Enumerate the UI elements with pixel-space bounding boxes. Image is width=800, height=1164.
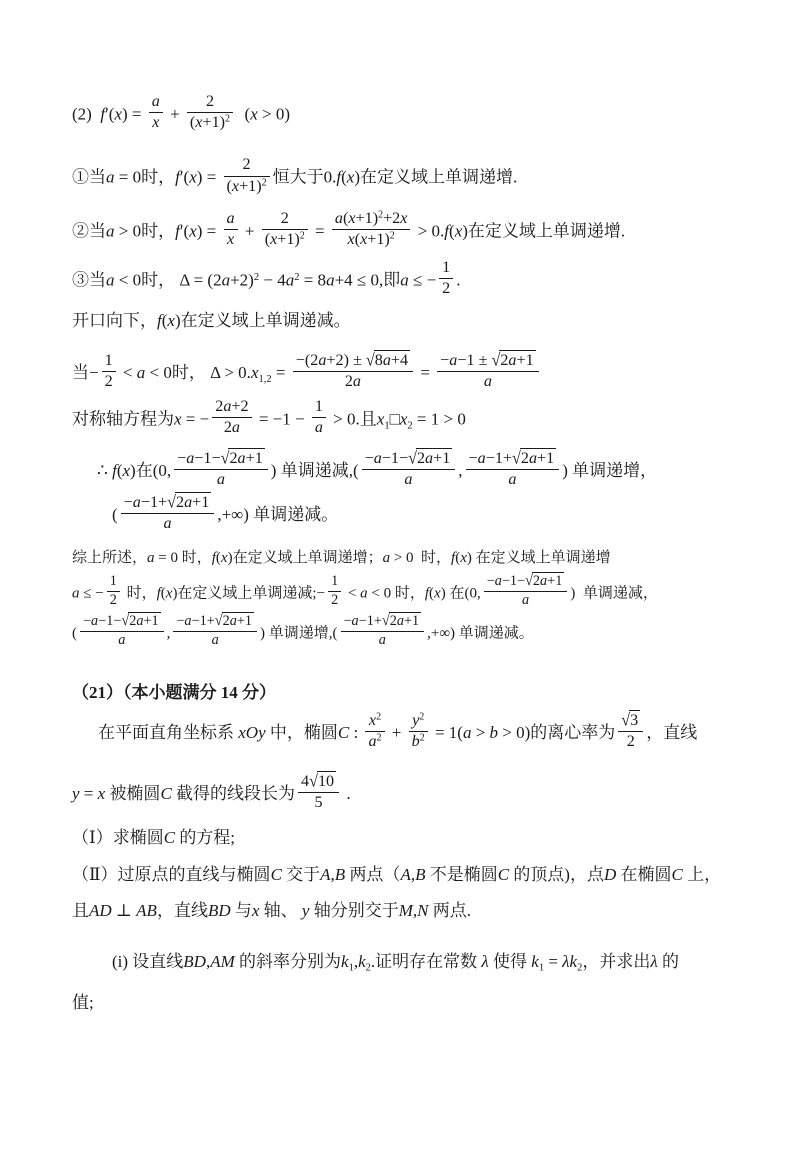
math-variable: a [184,494,193,512]
fraction: $\frac{-a-1-√2a+1}{a}$ [174,448,268,490]
monotonic-intervals-1: ∴ f(x)在(0, $\frac{-a-1-√2a+1}{a}$ ) 单调递减,( $\frac{-a-1-√2a+1}{a}$ , $\frac{-a-1+√2a+1}{a}$ ) 单调递增， [72,451,750,493]
superscript: 2 [261,177,267,189]
math-variable: C [163,828,176,848]
math-variable: a [132,494,141,512]
math-variable: AB [136,901,157,921]
math-variable: M [398,901,413,921]
superscript: 2 [419,711,425,723]
monotonic-intervals-2: ( $\frac{-a-1+√2a+1}{a}$ ,+∞) 单调递减。 [72,495,750,537]
math-variable: y [412,711,420,729]
axis-of-symmetry: 对称轴方程为x = − $\frac{2a+2}{2a}$ = −1 − $\frac{1}{a}$ > 0.且$x_1□x_2 = 1 > 0$ [72,400,750,441]
square-root: √2a+1 [121,612,159,630]
radical-sign-icon: √ [381,612,390,630]
math-variable: a [237,449,246,467]
fraction: $\frac{1}{2}$ [439,258,453,299]
math-variable: f [211,549,216,566]
math-variable: x [400,209,408,227]
math-variable: a [211,631,219,648]
math-variable: A [320,864,331,884]
math-variable: a [528,449,538,467]
square-root: √8a+4 [366,350,410,371]
problem21-part2-i-line1: (i) 设直线BD,AM 的斜率分别为$k_1,k_2$.证明存在常数 λ 使得 $k_1 = \lambda k_2$，并求出λ 的 [112,951,679,974]
fraction: $\frac{-a-1-√2a+1}{a}$ [80,612,164,650]
superscript: 2 [299,230,305,242]
radical-sign-icon: √ [309,771,318,791]
superscript: 2 [378,209,384,221]
fraction [365,711,384,752]
superscript: 2 [376,732,382,744]
math-variable: a [400,270,409,290]
math-variable: a [326,270,335,290]
math-variable: x [270,230,278,248]
problem21-part2-line2: 且AD ⊥ AB，直线BD 与x 轴、 y 轴分别交于M,N 两点. [72,901,471,921]
superscript: 2 [389,230,395,242]
fraction: $\frac{-a-1-√2a+1}{a}$ [484,572,568,610]
problem21-header: （21）（本小题满分 14 分） [72,682,276,702]
fraction: $\frac{2}{(x+1)^2}$ [187,92,233,133]
math-variable: a [368,732,377,750]
radical-sign-icon: √ [121,612,130,630]
math-variable: N [417,901,429,921]
fraction: $\frac{1}{2}$ [107,573,120,610]
math-variable: f [157,310,162,330]
math-variable: C [270,864,282,884]
fraction: $\frac{a(x+1)^2+2x}{x(x+1)^2}$ [332,209,411,250]
math-variable: x [114,104,122,124]
math-variable: y [301,901,310,921]
math-variable: AM [210,951,235,971]
math-variable: C [671,864,683,884]
radical-sign-icon: √ [220,449,230,468]
math-variable: a [118,631,126,648]
math-variable: a [521,592,530,609]
subscript: 2 [577,962,583,974]
square-root: √2a+1 [167,492,211,513]
subscript: 1 [348,962,354,974]
math-variable: f [175,167,180,187]
math-variable: x [346,167,355,187]
radical-sign-icon: √ [512,449,521,468]
math-variable: a [404,471,413,489]
math-variable: x [250,104,258,124]
summary-line-1: 综上所述，a = 0 时，f(x)在定义域上单调递增；a > 0 时，f(x) 在定义域上单调递增 [72,549,611,566]
math-variable: a [373,449,382,467]
math-variable: a [508,471,517,489]
math-variable: a [106,221,115,241]
math-variable: B [415,864,426,884]
math-variable: y [72,783,80,803]
math-variable: λ [562,951,570,971]
square-root: √10 [309,771,336,792]
math-variable: a [226,209,235,227]
fraction: $\frac{1}{2}$ [328,573,341,610]
math-variable: a [494,573,502,590]
fraction: $\frac{2}{(x+1)^2}$ [224,155,270,196]
math-variable: f [336,167,342,187]
math-variable: BD [183,951,206,971]
math-variable: b [489,723,499,743]
fraction: $\frac{-a-1+√2a+1}{a}$ [466,448,560,490]
math-variable: f [451,549,456,566]
math-variable: x [97,783,106,803]
math-variable: x [189,167,197,187]
parabola-opens-down-note: 开口向下，f(x)在定义域上单调递减。 [72,310,351,330]
case2-a-positive: ②当a > 0时，f′(x) = $\frac{a}{x}$ + $\frac{2}{(x+1)^2}$ = $\frac{a(x+1)^2+2x}{x(x+1)^2}$ > 0.f(x)在定义域上单调递增. [72,212,750,253]
square-root: √3 [621,710,640,731]
math-variable: a [314,418,323,436]
math-variable: a [147,549,155,566]
radical-sign-icon: √ [365,351,375,370]
math-variable: x [174,409,182,429]
math-variable: a [285,270,295,290]
math-variable: x [220,549,228,566]
math-variable: a [221,270,231,290]
math-variable: a [462,723,472,743]
fraction: $\frac{-a-1 \pm √2a+1}{a}$ [437,350,539,392]
problem21-part2-i-line2: 值; [72,992,94,1012]
math-variable: x [399,409,408,429]
math-variable: x [189,221,197,241]
math-variable: a [106,270,115,290]
math-variable: a [352,373,361,391]
math-variable: x [376,409,385,429]
math-variable: a [186,449,195,467]
math-variable: x [348,209,356,227]
radical-sign-icon: √ [214,612,223,630]
subscript: 1 [538,962,545,974]
math-variable: b [411,732,420,750]
case1-a-equals-zero: ①当a = 0时，f′(x) = $\frac{2}{(x+1)^2}$ 恒大于0.f(x)在定义域上单调递增. [72,158,750,199]
math-variable: k [358,951,366,971]
math-variable: a [449,352,458,370]
radical-sign-icon: √ [525,572,533,590]
math-variable: a [425,449,434,467]
math-variable: a [184,613,192,630]
math-variable: a [163,515,172,533]
fraction: $\frac{-a-1+√2a+1}{a}$ [173,612,257,650]
math-variable: B [334,864,346,884]
math-variable: a [136,613,144,630]
subscript: 2 [365,962,371,974]
math-variable: f [175,221,180,241]
math-variable: a [91,613,99,630]
math-variable: x [368,711,377,729]
summary-line-2: a ≤ − $\frac{1}{2}$ 时，f(x)在定义域上单调递减;− $\frac{1}{2}$ < a < 0 时，f(x) 在(0, $\frac{-a-1-√2a+1}{a}$ ) 单调递减， [72,572,658,609]
math-variable: C [337,723,350,743]
problem21-part1: （Ⅰ）求椭圆C 的方程; [72,828,236,848]
superscript: 2 [419,732,425,744]
math-variable: x [347,230,355,248]
math-variable: a [334,209,343,227]
fraction [224,209,238,250]
fraction: $\frac{2}{(x+1)^2}$ [262,209,308,250]
math-variable: λ [481,951,489,971]
math-variable: a [351,613,359,630]
radical-sign-icon: √ [167,493,176,512]
math-variable: a [396,613,404,630]
math-variable: f [424,585,430,602]
square-root: √2a+1 [525,572,563,590]
fraction [409,711,428,752]
summary-line-3: ( $\frac{-a-1-√2a+1}{a}$ , $\frac{-a-1+√2a+1}{a}$ ) 单调递增,( $\frac{-a-1+√2a+1}{a}$ ,+∞) 单调递减。 [72,612,534,648]
problem2-derivative-formula: (2) f′(x) = $\frac{a}{x}$ + $\frac{2}{(x+1)^2}$ (x > 0) [72,95,750,136]
math-variable: f [156,585,161,602]
superscript: 2 [225,113,231,125]
math-variable: a [318,352,327,370]
math-variable: xOy [238,723,266,743]
fraction: $\frac{1}{2}$ [102,351,116,392]
subscript: 1,2 [258,373,272,385]
math-variable: x [251,901,260,921]
math-variable: x [454,221,463,241]
math-variable: x [360,230,368,248]
math-variable: A [400,864,411,884]
square-root: √2a+1 [381,612,420,630]
math-variable: x [195,114,203,132]
math-variable: a [72,585,80,602]
fraction: $\frac{4√10}{5}$ [298,771,339,813]
math-variable: a [360,585,368,602]
fraction: $\frac{1}{a}$ [312,397,326,438]
subscript: 1 [384,419,390,431]
fraction: $\frac{-(2a+2) \pm √8a+4}{2a}$ [293,350,413,392]
math-variable: λ [650,951,658,971]
radical-sign-icon: √ [408,449,417,468]
math-variable: a [223,397,232,415]
math-variable: D [603,864,617,884]
math-variable: x [167,310,175,330]
math-variable: k [341,951,349,971]
problem21-part2-line1: （Ⅱ）过原点的直线与椭圆C 交于A,B 两点（A,B 不是椭圆C 的顶点)，点D 在椭圆C 上， [72,864,722,884]
square-root: √2a+1 [408,448,452,469]
math-variable: a [229,613,237,630]
math-variable: a [477,449,486,467]
square-root: √2a+1 [491,350,535,371]
math-variable: a [106,167,115,187]
math-variable: f [100,104,106,124]
fraction: $\frac{-a-1+√2a+1}{a}$ [121,492,215,534]
math-variable: k [569,951,578,971]
math-variable: x [250,363,259,383]
superscript: 2 [294,271,300,283]
radical-sign-icon: √ [621,711,631,730]
document-body [72,95,750,1015]
subscript: 2 [407,419,413,431]
square-root: √2a+1 [214,612,252,630]
math-variable: x [165,585,173,602]
superscript: 2 [253,271,260,283]
math-variable: AD [89,901,112,921]
math-variable: x [226,230,235,248]
math-variable: x [460,549,467,566]
case3-a-negative-discriminant: ③当a < 0时， $\Delta = (2a+2)^2 - 4a^2 = 8a+4 \le 0$,即a ≤ − $\frac{1}{2}$ . [72,261,750,302]
math-variable: x [231,177,240,195]
problem21-statement-2: y = x 被椭圆C 截得的线段长为 $\frac{4√10}{5}$ . [72,774,750,816]
superscript: 2 [376,711,382,723]
math-variable: a [540,573,548,590]
square-root: √2a+1 [512,448,556,469]
math-variable: f [444,221,450,241]
math-variable: a [483,373,492,391]
math-variable: f [112,460,117,480]
math-variable: a [508,352,517,370]
math-variable: x [122,460,131,480]
square-root: √2a+1 [221,448,265,469]
math-variable: a [378,631,386,648]
math-variable: BD [207,901,231,921]
math-variable: a [216,471,225,489]
roots-formula: 当− $\frac{1}{2}$ < a < 0时， $\Delta > 0.x_{1,2}$ = $\frac{-(2a+2) \pm √8a+4}{2a}$ = $\frac{-a-1 \pm √2a+1}{a}$ [72,353,750,395]
math-variable: C [160,783,172,803]
math-variable: a [136,363,146,383]
fraction: $\frac{-a-1-√2a+1}{a}$ [362,448,456,490]
math-variable: a [231,418,240,436]
fraction: $\frac{2a+2}{2a}$ [212,397,251,438]
fraction [149,92,163,133]
math-variable: a [382,352,391,370]
math-variable: a [382,549,391,566]
math-variable: k [531,951,539,971]
fraction: $\frac{-a-1+√2a+1}{a}$ [341,612,425,650]
fraction: $\frac{√3}{2}$ [618,710,643,752]
math-variable: x [152,114,160,132]
math-variable: x [434,585,441,602]
math-variable: a [151,93,160,110]
problem21-statement-1: 在平面直角坐标系 xOy 中，椭圆C : $\frac{x^2}{a^2}$ + $\frac{y^2}{b^2}$ = 1(a > b > 0)的离心率为 $\frac{√3}{2}$ ，直线 [72,713,750,755]
radical-sign-icon: √ [491,351,501,370]
math-variable: C [497,864,510,884]
